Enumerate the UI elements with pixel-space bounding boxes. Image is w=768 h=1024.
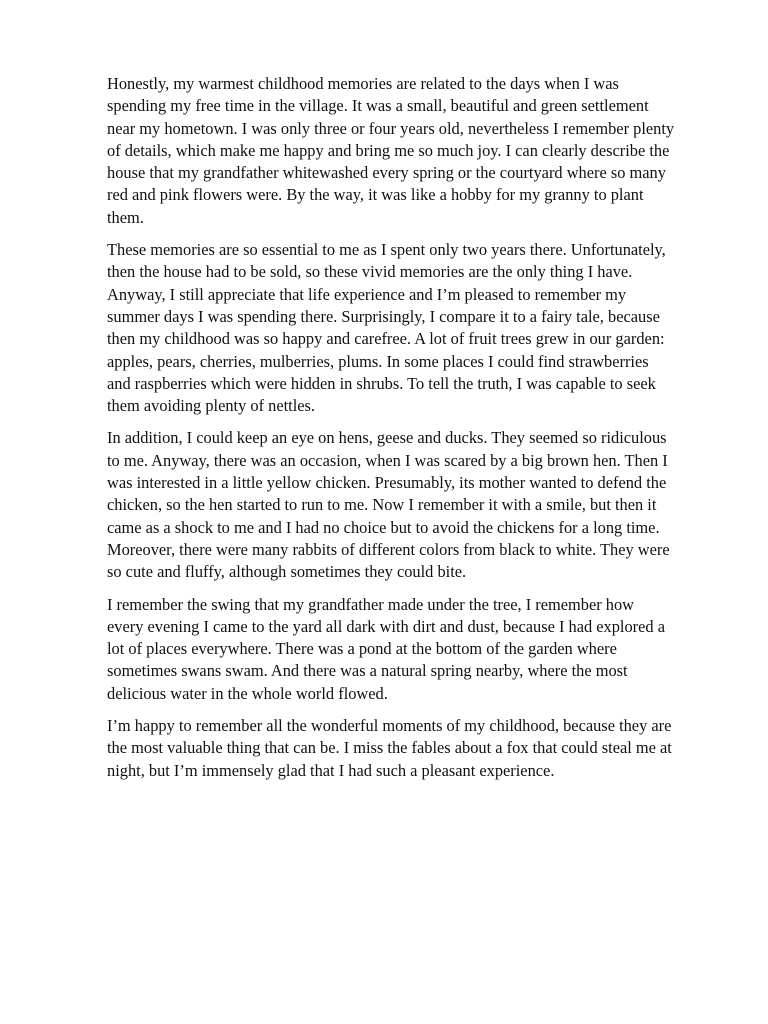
text-line: house that my grandfather whitewashed every spring or the courtyard where so many: [107, 163, 666, 183]
paragraph-3: [107, 427, 719, 583]
text-line: of details, which make me happy and bring me so much joy. I can clearly describe the: [107, 140, 670, 160]
text-line: Honestly, my warmest childhood memories are related to the days when I was: [107, 74, 619, 93]
text-line: sometimes swans swam. And there was a natural spring nearby, where the most: [107, 661, 628, 681]
paragraph-4: [107, 594, 719, 705]
text-line: every evening I came to the yard all dark with dirt and dust, because I had explored a: [107, 616, 665, 636]
text-line: to me. Anyway, there was an occasion, when I was scared by a big brown hen. Then I: [107, 450, 668, 470]
text-line: them avoiding plenty of nettles.: [107, 396, 316, 416]
text-line: then the house had to be sold, so these vivid memories are the only thing I have.: [107, 262, 633, 282]
text-line: chicken, so the hen started to run to me. Now I remember it with a smile, but then it: [107, 495, 657, 515]
text-line: In addition, I could keep an eye on hens, geese and ducks. They seemed so ridiculous: [107, 428, 667, 448]
text-line: summer days I was spending there. Surprisingly, I compare it to a fairy tale, because: [107, 306, 660, 326]
text-line: I’m happy to remember all the wonderful moments of my childhood, because they are: [107, 716, 672, 736]
text-line: spending my free time in the village. It was a small, beautiful and green settlement: [107, 96, 649, 116]
text-line: delicious water in the whole world flowed.: [107, 683, 388, 703]
text-line: Anyway, I still appreciate that life experience and I’m pleased to remember my: [107, 284, 627, 304]
text-line: Moreover, there were many rabbits of different colors from black to white. They were: [107, 539, 670, 559]
text-line: the most valuable thing that can be. I miss the fables about a fox that could steal me at: [107, 738, 672, 758]
text-line: I remember the swing that my grandfather made under the tree, I remember how: [107, 594, 635, 614]
paragraph-2: [107, 239, 719, 417]
text-line: red and pink flowers were. By the way, it was like a hobby for my granny to plant: [107, 185, 644, 205]
text-line: them.: [107, 207, 144, 227]
text-line: These memories are so essential to me as I spent only two years there. Unfortunately,: [107, 240, 666, 260]
text-line: lot of places everywhere. There was a pond at the bottom of the garden where: [107, 639, 617, 659]
paragraph-1: [107, 73, 719, 229]
paragraph-5: [107, 715, 719, 782]
text-line: near my hometown. I was only three or four years old, nevertheless I remember plenty: [107, 118, 675, 138]
text-line: so cute and fluffy, although sometimes they could bite.: [107, 562, 467, 582]
document-body: [107, 73, 719, 792]
text-line: night, but I’m immensely glad that I had such a pleasant experience.: [107, 760, 555, 780]
text-line: and raspberries which were hidden in shrubs. To tell the truth, I was capable to seek: [107, 373, 656, 393]
text-line: then my childhood was so happy and carefree. A lot of fruit trees grew in our garden:: [107, 329, 665, 349]
text-line: was interested in a little yellow chicken. Presumably, its mother wanted to defend the: [107, 473, 667, 493]
text-line: apples, pears, cherries, mulberries, plums. In some places I could find strawberries: [107, 351, 649, 371]
text-line: came as a shock to me and I had no choice but to avoid the chickens for a long time.: [107, 517, 660, 537]
